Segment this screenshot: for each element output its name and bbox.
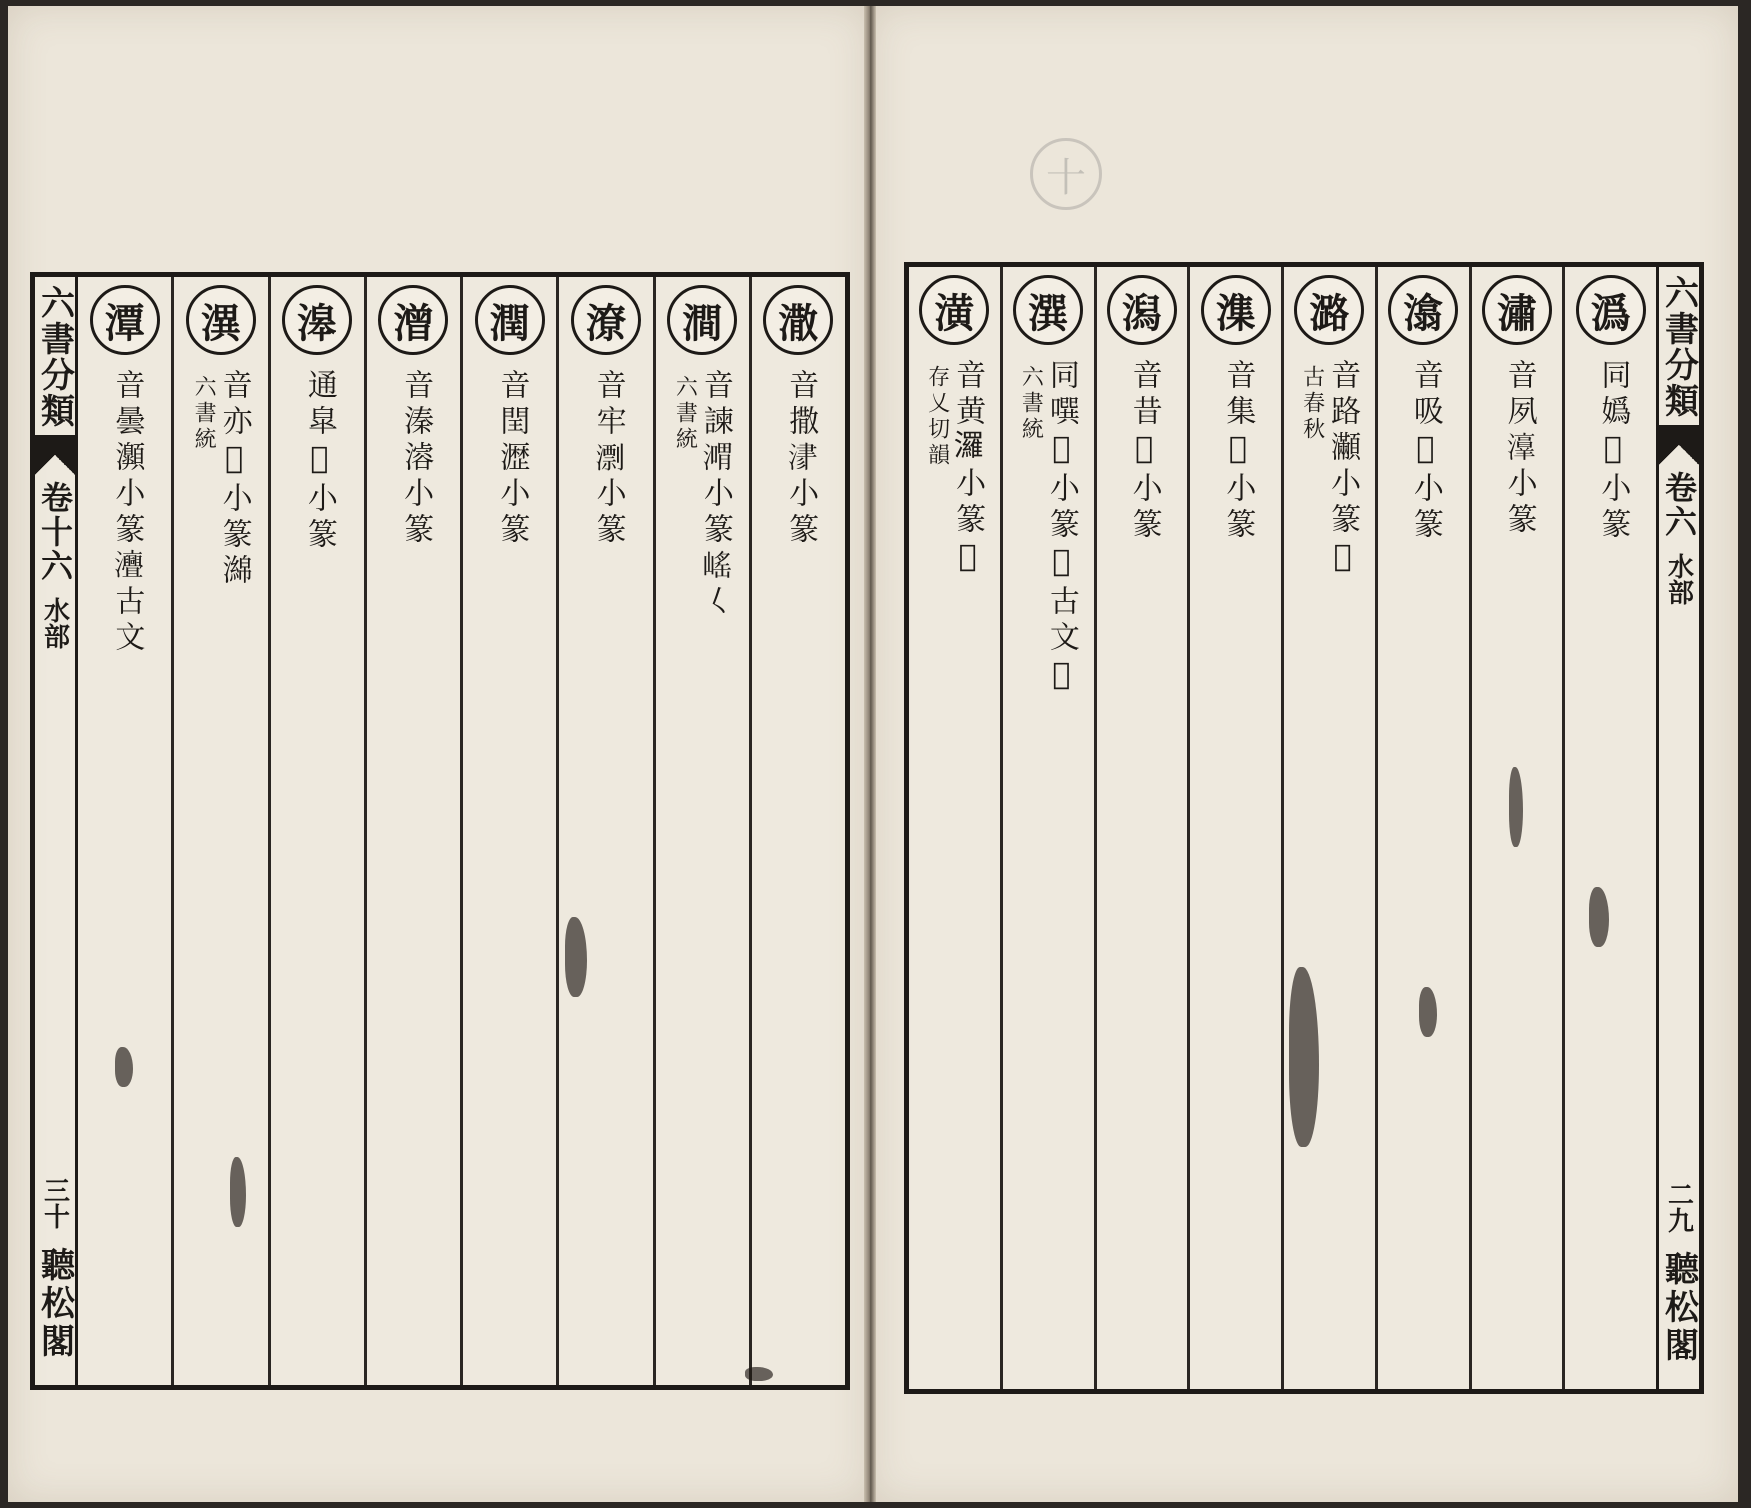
book-title: 六書分類 — [1658, 275, 1699, 419]
entry-column — [364, 277, 460, 1385]
entry-column — [460, 277, 556, 1385]
publisher-label: 聽松閣 — [1658, 1251, 1699, 1365]
head-character: 潤 — [475, 285, 545, 355]
entry-text: 音牢𣿖小篆 — [590, 369, 626, 549]
volume-label: 卷六 — [1660, 471, 1698, 539]
book-title: 六書分類 — [34, 285, 75, 429]
entry-column — [556, 277, 652, 1385]
entry-note: 六書統 — [1018, 365, 1044, 443]
head-character: 潧 — [378, 285, 448, 355]
entry-column — [653, 277, 749, 1385]
page-number: 三十 — [39, 1177, 70, 1229]
entry-column — [909, 267, 1000, 1389]
volume-label: 卷十六 — [36, 481, 74, 583]
entry-text: 音集𤃕小篆 — [1220, 359, 1256, 544]
entry-text: 同噀𤁜小篆𢑌古文𤄫 — [1043, 359, 1079, 698]
entry-column — [1281, 267, 1375, 1389]
head-character: 澗 — [667, 285, 737, 355]
head-character: 潚 — [1482, 275, 1552, 345]
section-label: 水部 — [1663, 553, 1694, 605]
entry-text: 音吸𤂘小篆 — [1407, 359, 1443, 544]
head-character: 潵 — [763, 285, 833, 355]
head-character: 潩 — [186, 285, 256, 355]
right-entry-columns — [909, 267, 1656, 1389]
entry-column — [1375, 267, 1469, 1389]
entry-text: 音諫𣽴小篆𡺯𡿨 — [697, 369, 733, 621]
fishtail-mark-icon — [35, 435, 75, 475]
ink-blot — [1419, 987, 1437, 1037]
entry-text: 同嬀𤁞小篆 — [1595, 359, 1631, 544]
entry-text: 音撒𣸁小篆 — [783, 369, 819, 549]
entry-column — [1000, 267, 1094, 1389]
fishtail-mark-icon — [1659, 425, 1699, 465]
head-character: 潗 — [1201, 275, 1271, 345]
entry-text: 音夙𤂸小篆 — [1501, 359, 1537, 539]
page-number: 二九 — [1663, 1181, 1694, 1233]
entry-column — [78, 277, 171, 1385]
head-character: 潢 — [919, 275, 989, 345]
head-character: 潠 — [1013, 275, 1083, 345]
entry-column — [1187, 267, 1281, 1389]
entry-note: 六書統 — [191, 375, 217, 453]
ink-blot — [115, 1047, 133, 1087]
head-character: 潝 — [1388, 275, 1458, 345]
entry-text: 音黄𤄷小篆𤂳 — [950, 359, 986, 580]
left-banner — [35, 277, 78, 1385]
right-page-frame — [904, 262, 1704, 1394]
entry-column — [171, 277, 267, 1385]
entry-text: 音亦𤀚小篆𤁗 — [216, 369, 252, 590]
publisher-label: 聽松閣 — [34, 1247, 75, 1361]
head-character: 潭 — [90, 285, 160, 355]
entry-column — [268, 277, 364, 1385]
entry-text: 通皐𣼅小篆 — [301, 369, 337, 554]
head-character: 潞 — [1294, 275, 1364, 345]
entry-text: 音曇𤅡小篆𤅣古文 — [109, 369, 145, 657]
head-character: 潙 — [1576, 275, 1646, 345]
right-banner — [1656, 267, 1699, 1389]
head-character: 潦 — [571, 285, 641, 355]
entry-note: 存乂切韻 — [924, 365, 950, 469]
entry-text: 音閏𤁋小篆 — [494, 369, 530, 549]
entry-text: 音溱𣽊小篆 — [398, 369, 434, 549]
section-label: 水部 — [39, 597, 70, 649]
entry-column — [749, 277, 845, 1385]
ink-blot — [745, 1367, 773, 1381]
entry-text: 音昔𤂭小篆 — [1126, 359, 1162, 544]
faded-circle-mark: 十 — [1030, 138, 1102, 210]
entry-note: 六書統 — [672, 375, 698, 453]
entry-column — [1094, 267, 1188, 1389]
book-gutter — [864, 6, 876, 1502]
left-entry-columns — [78, 277, 845, 1385]
entry-column — [1562, 267, 1656, 1389]
head-character: 潟 — [1107, 275, 1177, 345]
entry-text: 音路𤅎小篆𡧞 — [1325, 359, 1361, 580]
left-page-frame — [30, 272, 850, 1390]
entry-note: 古春秋 — [1299, 365, 1325, 443]
head-character: 滜 — [282, 285, 352, 355]
